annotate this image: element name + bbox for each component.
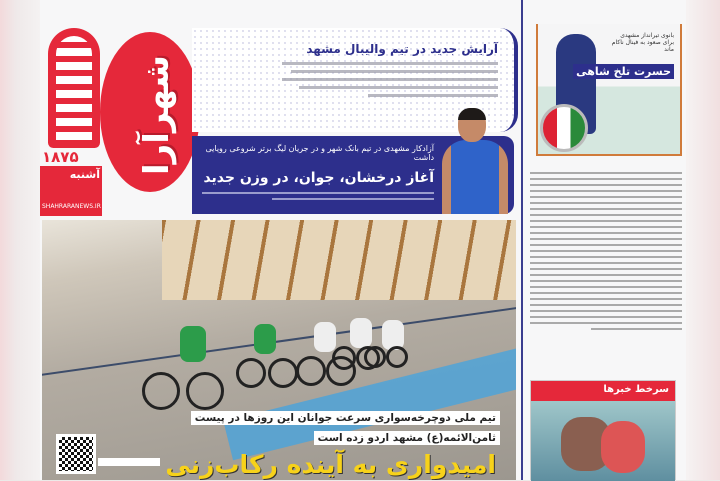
- qr-caption: [98, 458, 160, 466]
- qr-code[interactable]: [56, 434, 96, 474]
- background-left: [0, 0, 40, 480]
- feature-body: [202, 192, 434, 200]
- lead-subhead: [191, 406, 500, 446]
- lead-subhead-line: ثامن‌الائمه(ع) مشهد اردو زده است: [314, 431, 500, 445]
- byline: [530, 162, 682, 168]
- date-box: [40, 166, 102, 216]
- cyclist: [236, 318, 296, 388]
- wrestling-photo: [531, 401, 675, 481]
- cycling-photo: [42, 220, 516, 480]
- newspaper-page: [40, 0, 686, 480]
- website: SHAHRARANEWS.IR: [42, 203, 101, 210]
- velodrome-roof: [162, 220, 516, 300]
- masthead-logo: [40, 18, 192, 208]
- wrestler-photo: [436, 108, 514, 214]
- side-kicker: بانوی تیرانداز مشهدی برای صعود به فینال ناکام ماند: [611, 32, 674, 53]
- top-story-headline: آرایش جدید در تیم والیبال مشهد: [306, 42, 498, 56]
- lead-headline: امیدواری به آینده رکاب‌زنی: [165, 450, 496, 479]
- side-headline: حسرت تلخ شاهی: [573, 64, 674, 79]
- feature-headline: آغاز درخشان، جوان، در وزن جدید: [203, 170, 434, 186]
- headlines-title: سرخط خبرها: [531, 381, 675, 401]
- cyclist: [364, 314, 408, 368]
- wheelchair-wheel: [540, 104, 588, 152]
- cyclist: [142, 320, 222, 410]
- weekday: آشنبه: [69, 168, 100, 181]
- top-story-body: [282, 62, 498, 97]
- shooter-photo: [536, 24, 682, 156]
- issue-number: ۱۸۷۵: [42, 148, 79, 166]
- column-divider: [521, 0, 523, 480]
- feature-kicker: آزادکار مشهدی در تیم بانک شهر و در جریان لیگ برتر شروعی رویایی داشت: [205, 144, 434, 162]
- side-column: [530, 24, 682, 480]
- headlines-box: [530, 380, 676, 480]
- background-right: [684, 0, 720, 480]
- masthead-name: شهرآرا: [137, 55, 177, 175]
- logo-ornament: [48, 28, 100, 148]
- lead-subhead-line: تیم ملی دوچرخه‌سواری سرعت جوانان این روزها در پیست: [191, 411, 500, 425]
- side-body: [530, 172, 682, 330]
